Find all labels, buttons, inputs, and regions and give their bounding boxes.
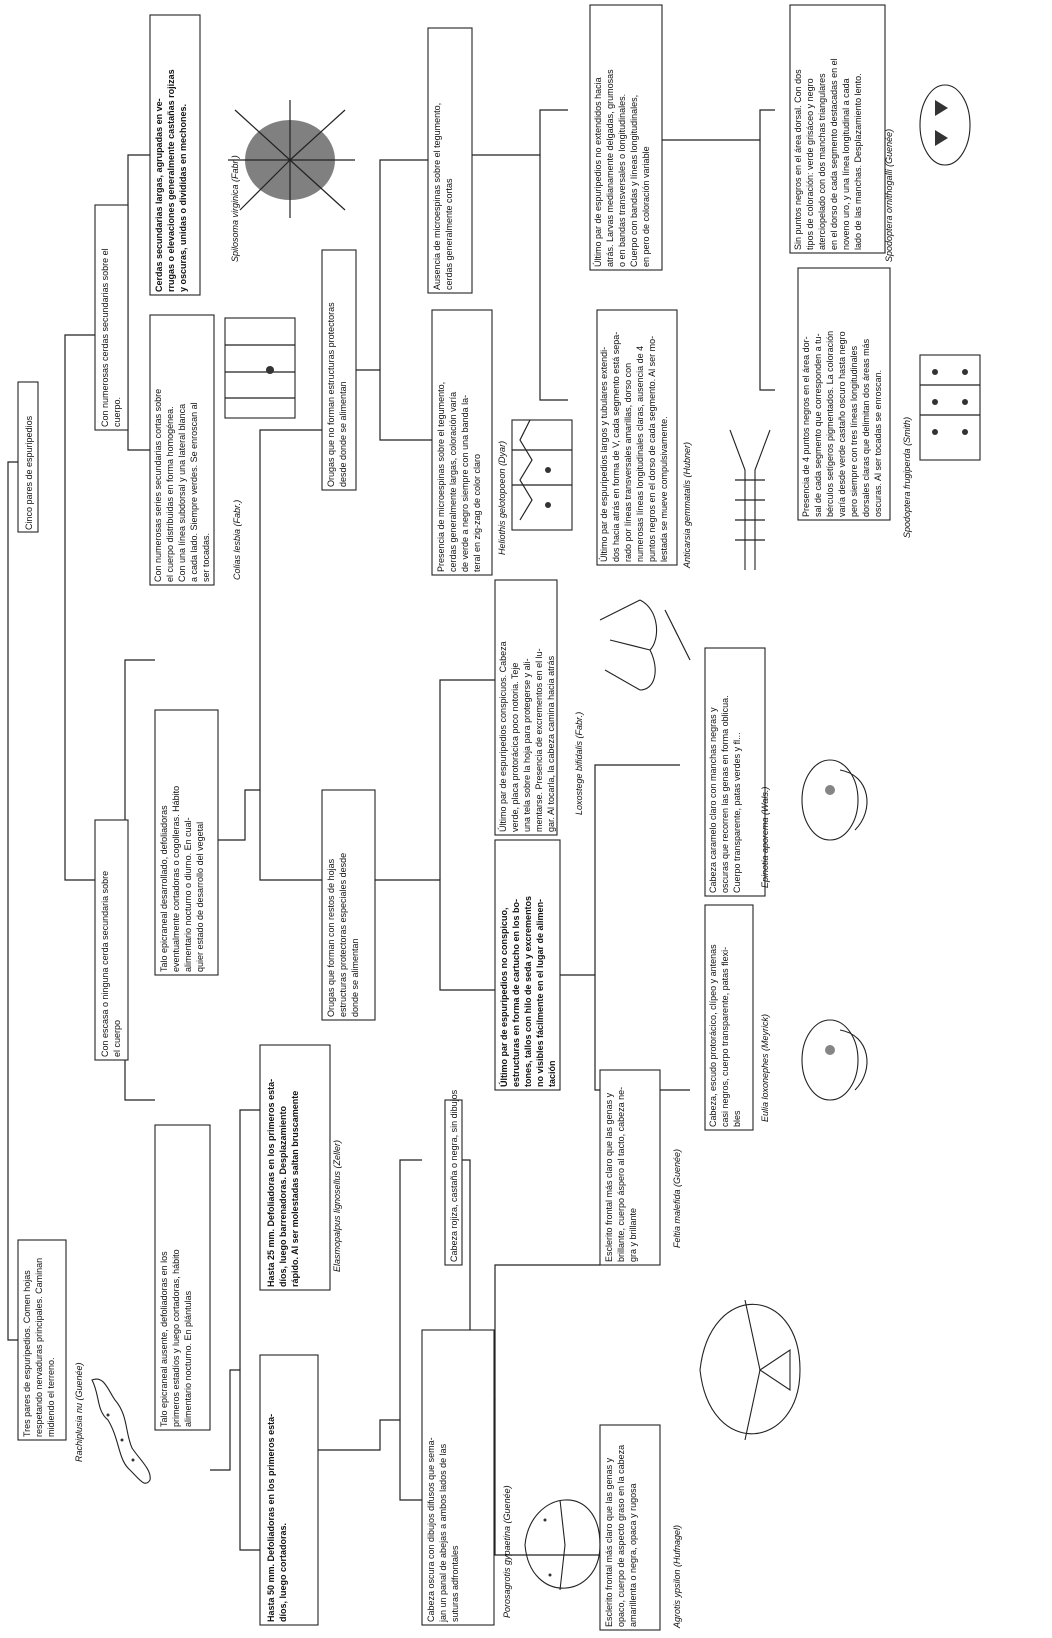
- spodoptera-ornithogalli-segment-illustration: [920, 85, 970, 165]
- svg-text:Cabeza oscura con dibujos difu: Cabeza oscura con dibujos difusos que sema- jan un panal de abejas a ambos lados de las suturas adfrontales: [426, 1437, 460, 1622]
- svg-text:Sin puntos negros en el área d: Sin puntos negros en el área dorsal. Con dos tipos de coloración: verde grisáceo y negro aterciopelado con dos manchas triangulares en el dorso de cada segmento destacadas en el noveno uro, y una línea longitudinal a cada lado de las manchas. Desplazamiento lento.: [793, 58, 863, 250]
- species-colias: Colias lesbia (Fabr.): [232, 499, 242, 580]
- colias-segment-illustration: [225, 318, 295, 418]
- species-rachiplusia: Rachiplusia nu (Guenée): [74, 1362, 84, 1462]
- svg-text:Último par de espuripedios lar: Último par de espuripedios largos y tubulares extendi- dos hacia atrás en forma de V, cada segmento está sepa- rado por líneas transversales amarillas, dorso con numerosas líneas longitudinales claras, ausencia de 4 puntos negros en el dorso de cada segmento. Al ser mo- lestada se mueve compulsivamente.: [599, 331, 669, 562]
- species-agrotis: Agrotis ypsilon (Hufnagel): [672, 1524, 682, 1628]
- svg-text:Orugas que no forman estructur: Orugas que no forman estructuras protectoras desde donde se alimentan: [326, 302, 348, 487]
- species-spilosoma: Spilosoma virginica (Fabr.): [230, 155, 240, 262]
- heliothis-segment-illustration: [512, 420, 572, 530]
- species-spodoptera-ornithogalli: Spodoptera ornithogalli (Guenée): [884, 128, 894, 262]
- svg-text:Cabeza, escudo protorácico, cl: Cabeza, escudo protorácico, clípeo y antenas casi negros, cuerpo transparente, patas flexi- bles: [708, 944, 742, 1127]
- svg-text:Talo epicraneal desarrollado,: Talo epicraneal desarrollado, defoliadoras eventualmente cortadoras o cogolleras. Hábito alimentario nocturno o diurno. En cual- quier estado de desarrollo del vegetal: [159, 785, 205, 972]
- svg-text:Talo epicraneal ausente, defol: Talo epicraneal ausente, defoliadoras en los primeros estadíos y luego cortadoras, hábito alimentario nocturno. En plántulas: [159, 1249, 193, 1427]
- rachiplusia-larva-illustration: [92, 1379, 150, 1483]
- species-anticarsia: Anticarsia gemmatalis (Hubner): [682, 441, 692, 568]
- species-eulia: Eulia loxonephes (Meyrick): [760, 1013, 770, 1122]
- eulia-head-illustration: [802, 1020, 867, 1100]
- species-feltia: Feltia malefida (Guenée): [672, 1148, 682, 1248]
- species-porosagrotis: Porosagrotis gypaetina (Guenée): [502, 1485, 512, 1618]
- svg-text:Último par de espuripedios no: Último par de espuripedios no extendidos hacia atrás. Larvas medianamente delgadas, grumosas o en bandas transversales o longitudinales. Cuerpo con bandas y líneas longitudinales, en pero de coloración variable: [593, 69, 651, 267]
- svg-text:Con numerosas series secundari: Con numerosas series secundarias cortas sobre el cuerpo distribuidas en forma homogénea. Con una línea subdorsal y una lateral blanca a cada lado. Siempre verdes. Se enroscan al ser tocadas.: [153, 388, 211, 582]
- svg-text:Con numerosas cerdas secundari: Con numerosas cerdas secundarias sobre el cuerpo.: [100, 248, 122, 427]
- porosagrotis-head-illustration: [525, 1500, 600, 1590]
- svg-text:Hasta 50 mm. Defoliadoras en l: Hasta 50 mm. Defoliadoras en los primeros esta- díos, luego cortadoras.: [266, 1413, 288, 1622]
- svg-text:Último par de espuripedios no: Último par de espuripedios no conspicuo, estructuras en forma de cartucho en los bo- tones, tallos con hilo de seda y excrementos no visibles fácilmente en el lugar de alimen- tación: [499, 895, 557, 1087]
- svg-text:Esclerito frontal más claro qu: Esclerito frontal más claro que las genas y brillante, cuerpo áspero al tacto, cabeza ne- gra y brillante: [604, 1086, 638, 1262]
- anticarsia-tail-illustration: [730, 430, 770, 570]
- loxostege-illustration: [600, 600, 690, 690]
- svg-text:Orugas que forman con restos d: Orugas que forman con restos de hojas estructuras protectoras especiales desde donde se alimentan: [326, 852, 360, 1017]
- species-epinotia: Epinotia aporema (Wals.): [760, 786, 770, 888]
- svg-text:Esclerito frontal más claro qu: Esclerito frontal más claro que las genas y opaco, cuerpo de aspecto graso en la cabeza amarillenta o negra, opaca y rugosa: [604, 1444, 638, 1627]
- species-elasmopalpus: Elasmopalpus lignosellus (Zeller): [332, 1139, 342, 1272]
- svg-text:Último par de espuripedios con: Último par de espuripedios conspicuos. Cabeza verde, placa protorácica poco notoria. Teje una tela sobre la hoja para protegerse y ali- mentarse. Presencia de excrementos en el lu- gar. Al tocarla, la cabeza camina hacia atrás: [498, 641, 556, 832]
- agrotis-head-illustration: [700, 1300, 800, 1440]
- species-heliothis: Heliothis gelotopoeon (Dyar): [497, 440, 507, 555]
- species-loxostege: Loxostege bifidalis (Fabr.): [574, 711, 584, 815]
- svg-text:Hasta 25 mm. Defoliadoras en l: Hasta 25 mm. Defoliadoras en los primeros esta- díos, luego barrenadoras. Desplazamiento rápido. Al ser molestadas saltan bruscamente: [266, 1078, 300, 1287]
- svg-text:Ausencia de microespinas sobre: Ausencia de microespinas sobre el tegumento, cerdas generalmente cortas: [432, 102, 454, 290]
- node-cinco-pares-text: Cinco pares de espuripedios: [24, 415, 34, 530]
- svg-text:Con escasa o ninguna cerda sec: Con escasa o ninguna cerda secundaria sobre el cuerpo: [100, 870, 122, 1057]
- svg-text:Cabeza rojiza, castaña o negra: Cabeza rojiza, castaña o negra, sin dibujos: [449, 1089, 459, 1262]
- svg-text:Presencia de 4 puntos negros e: Presencia de 4 puntos negros en el área dor- sal de cada segmento que corresponden a tu- bérculos setígeros pigmentados. La coloración varía desde verde castaño oscuro hasta negro pero siempre con tres líneas longitudinales dorsales claras que delimitan dos áreas más oscuras. Al ser tocadas se enroscan.: [801, 330, 883, 517]
- spilosoma-larva-illustration: [228, 100, 355, 218]
- svg-text:Cerdas secundarias largas, agr: Cerdas secundarias largas, agrupadas en ve- rrugas o elevaciones generalmente castañas rojizas y oscuras, unidas o divididas en mechones.: [154, 69, 188, 292]
- spodoptera-frugiperda-segment-illustration: [920, 355, 980, 460]
- epinotia-head-illustration: [802, 760, 867, 840]
- species-spodoptera-frugiperda: Spodoptera frugiperda (Smith): [902, 416, 912, 538]
- node-tres-pares-text: Tres pares de espuripedios. Comen hojas respetando nervaduras principales. Caminan midiendo el terreno.: [22, 1257, 56, 1437]
- svg-text:Cabeza caramelo claro con manc: Cabeza caramelo claro con manchas negras y oscuras que recorren las genas en forma oblicua. Cuerpo transparente, patas verdes y fl...: [708, 695, 742, 893]
- svg-text:Presencia de microespinas sobr: Presencia de microespinas sobre el tegumento, cerdas generalmente largas, coloración varía de verde a negro siempre con una banda la- teral en zig-zag de color claro: [436, 381, 482, 572]
